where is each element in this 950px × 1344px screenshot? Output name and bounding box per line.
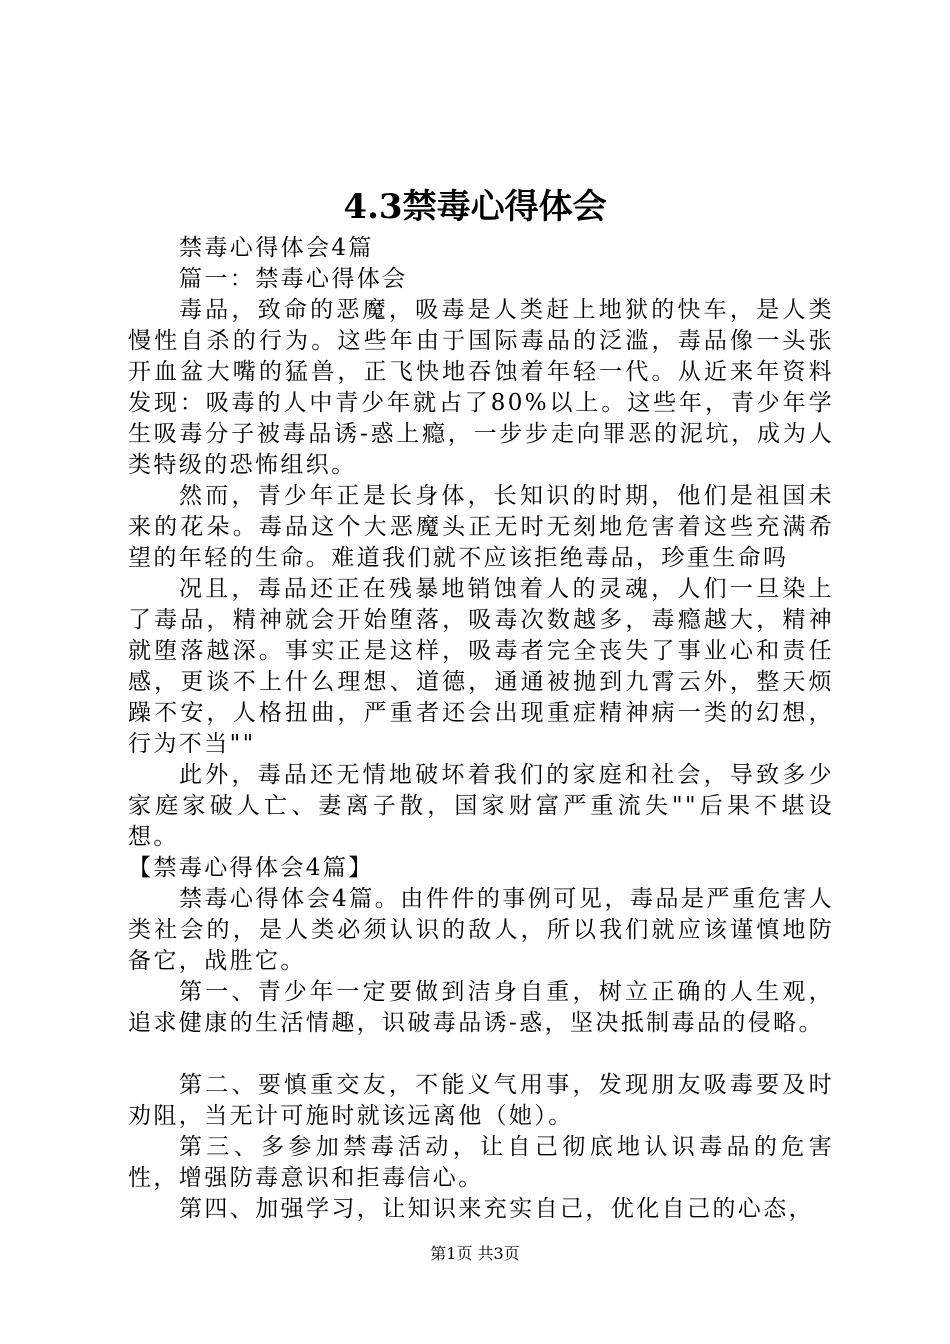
paragraph: 第四、加强学习，让知识来充实自己，优化自己的心态， xyxy=(179,1196,814,1222)
blank-line xyxy=(128,1039,834,1070)
paragraph: 禁毒心得体会4篇。由件件的事例可见，毒品是严重危害人类社会的，是人类必须认识的敌人，所以我们就应该谨慎地防备它，战胜它。 xyxy=(128,886,834,974)
page-title: 4.3禁毒心得体会 xyxy=(343,187,607,227)
paragraph: 第二、要慎重交友，不能义气用事，发现朋友吸毒要及时劝阻，当无计可施时就该远离他（她）。 xyxy=(128,1072,834,1129)
paragraph: 【禁毒心得体会4篇】 xyxy=(128,855,374,881)
paragraph: 篇一：禁毒心得体会 xyxy=(179,266,408,292)
paragraph: 禁毒心得体会4篇 xyxy=(179,235,374,261)
page-footer: 第1页 共3页 xyxy=(430,1244,520,1263)
document-body xyxy=(128,233,834,1225)
paragraph: 第三、多参加禁毒活动，让自己彻底地认识毒品的危害性，增强防毒意识和拒毒信心。 xyxy=(128,1134,834,1191)
paragraph: 此外，毒品还无情地破坏着我们的家庭和社会，导致多少家庭家破人亡、妻离子散，国家财富严重流失""后果不堪设想。 xyxy=(128,762,834,850)
paragraph: 毒品，致命的恶魔，吸毒是人类赶上地狱的快车，是人类慢性自杀的行为。这些年由于国际毒品的泛滥，毒品像一头张开血盆大嘴的猛兽，正飞快地吞蚀着年轻一代。从近来年资料发现：吸毒的人中青少年就占了80%以上。这些年，青少年学生吸毒分子被毒品诱-惑上瘾，一步步走向罪恶的泥坑，成为人类特级的恐怖组织。 xyxy=(128,297,834,478)
paragraph: 况且，毒品还正在残暴地销蚀着人的灵魂，人们一旦染上了毒品，精神就会开始堕落，吸毒次数越多，毒瘾越大，精神就堕落越深。事实正是这样，吸毒者完全丧失了事业心和责任感，更谈不上什么理想、道德，通通被抛到九霄云外，整天烦躁不安，人格扭曲，严重者还会出现重症精神病一类的幻想，行为不当"" xyxy=(128,576,834,757)
paragraph: 第一、青少年一定要做到洁身自重，树立正确的人生观，追求健康的生活情趣，识破毒品诱-惑，坚决抵制毒品的侵略。 xyxy=(128,979,834,1036)
paragraph: 然而，青少年正是长身体，长知识的时期，他们是祖国未来的花朵。毒品这个大恶魔头正无时无刻地危害着这些充满希望的年轻的生命。难道我们就不应该拒绝毒品，珍重生命吗 xyxy=(128,483,834,571)
